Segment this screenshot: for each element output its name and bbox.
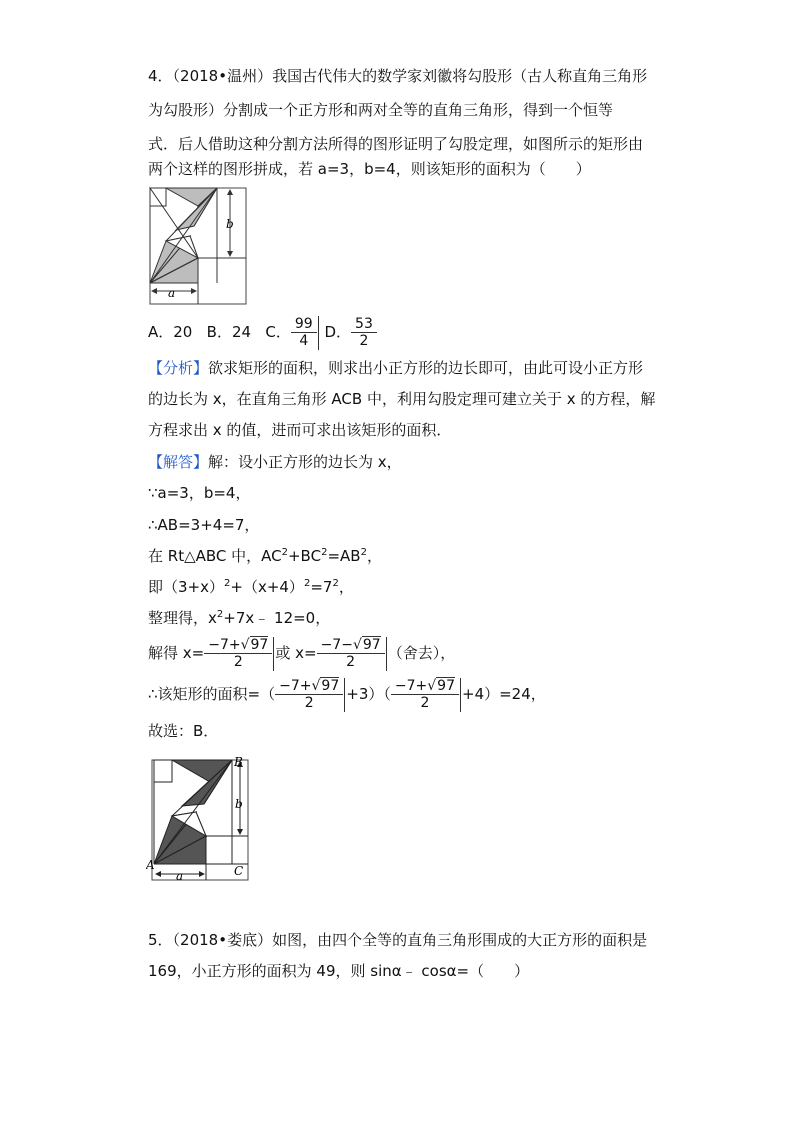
figure2-point-B: B	[234, 755, 243, 769]
solution-line7: 解得 x= $\frac{-7+√97}{2}$ 或 x= $\frac{-7-√97}{2}$ （舍去），	[148, 637, 456, 670]
solution-line5: 即$(3+x)^2+(x+4)^2=7^2$，	[148, 578, 354, 596]
option-d-denominator: 2	[359, 333, 369, 349]
problem4-options	[148, 313, 377, 351]
analysis-line1: 【分析】欲求矩形的面积，则求出小正方形的边长即可，由此可设小正方形	[148, 359, 644, 377]
root-positive-fraction: $\frac{-7+√97}{2}$	[204, 637, 272, 670]
option-a: A．20	[148, 323, 193, 341]
solution-line9: 故选：B．	[148, 722, 219, 740]
problem4-figure	[146, 186, 250, 308]
solution-line6: 整理得，$x^2+7x﹣$ 12=0，	[148, 609, 331, 627]
problem4-line3: 式．后人借助这种分割方法所得的图形证明了勾股定理，如图所示的矩形由	[148, 135, 644, 153]
analysis-tag: 【分析】	[148, 359, 209, 377]
root-negative-fraction: $\frac{-7-√97}{2}$	[317, 637, 385, 670]
option-d-fraction	[351, 316, 377, 349]
option-c-fraction	[291, 316, 317, 349]
problem4-line4: 两个这样的图形拼成，若 a=3，b=4，则该矩形的面积为（ ）	[148, 160, 591, 178]
figure1-label-b: b	[226, 217, 234, 231]
option-c-denominator: 4	[299, 333, 309, 349]
problem5-line1: 5．（2018•娄底）如图，由四个全等的直角三角形围成的大正方形的面积是	[148, 931, 648, 949]
solution-line4: 在 Rt△ABC 中，$AC^2+BC^2=AB^2$，	[148, 547, 382, 565]
option-d-numerator: 53	[351, 316, 377, 333]
solution-line2: ∵a=3，b=4，	[148, 484, 251, 502]
problem4-line1: 4．（2018•温州）我国古代伟大的数学家刘徽将勾股形（古人称直角三角形	[148, 67, 648, 85]
option-c-numerator: 99	[291, 316, 317, 333]
figure2-point-A: A	[146, 858, 155, 872]
option-c-prefix: C．	[265, 323, 291, 341]
analysis-line3: 方程求出 x 的值，进而可求出该矩形的面积．	[148, 421, 452, 439]
option-d-prefix: D．	[324, 323, 352, 341]
analysis-line2: 的边长为 x，在直角三角形 ACB 中，利用勾股定理可建立关于 x 的方程，解	[148, 390, 656, 408]
figure2-label-a: a	[176, 869, 184, 883]
problem5-line2: 169，小正方形的面积为 49，则 sinα﹣ cosα=（ ）	[148, 962, 530, 980]
area-factor1-fraction: $\frac{-7+√97}{2}$	[275, 678, 343, 711]
figure2-label-b: b	[235, 797, 243, 811]
solution-line1: 【解答】解：设小正方形的边长为 x，	[148, 453, 402, 471]
area-factor2-fraction: $\frac{-7+√97}{2}$	[391, 678, 459, 711]
solution-line3: ∴AB=3+4=7，	[148, 516, 260, 534]
solution-tag: 【解答】	[148, 453, 209, 471]
solution-line8: ∴该矩形的面积=（ $\frac{-7+√97}{2}$ +3）（ $\frac{-7+√97}{2}$ +4）=24，	[148, 678, 546, 711]
figure2-point-C: C	[234, 864, 244, 878]
figure1-label-a: a	[168, 286, 176, 300]
option-b: B．24	[206, 323, 252, 341]
problem4-line2: 为勾股形）分割成一个正方形和两对全等的直角三角形，得到一个恒等	[148, 101, 614, 119]
solution-figure	[146, 754, 254, 886]
